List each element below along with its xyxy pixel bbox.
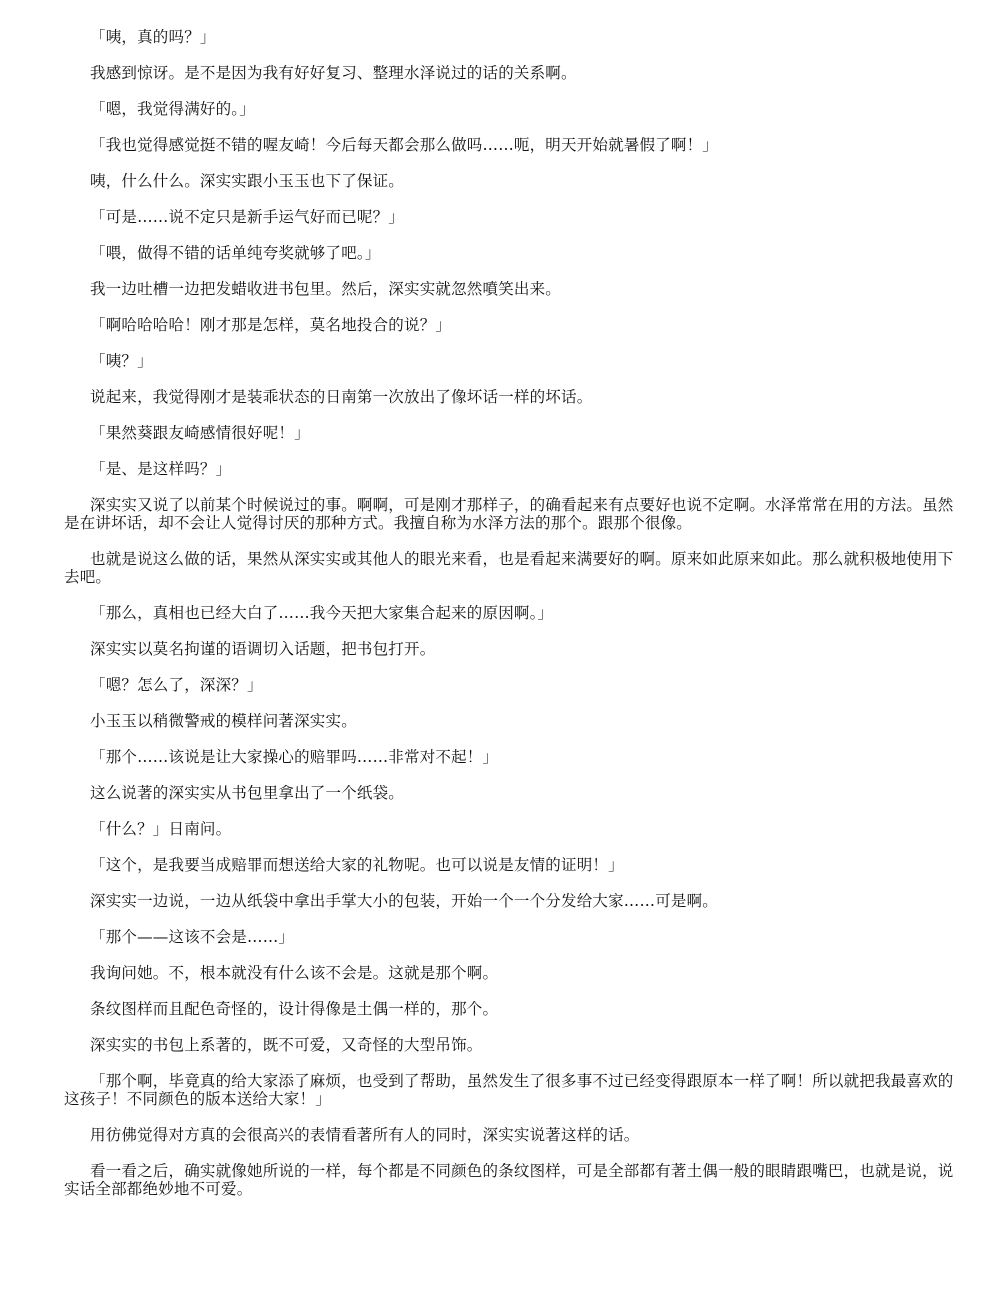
paragraph: 「那个——这该不会是……」 bbox=[90, 928, 295, 946]
paragraph: 咦，什么什么。深实实跟小玉玉也下了保证。 bbox=[90, 172, 405, 190]
document-body bbox=[0, 28, 1000, 1198]
paragraph: 「喂，做得不错的话单纯夸奖就够了吧。」 bbox=[90, 244, 381, 262]
paragraph: 「啊哈哈哈哈！刚才那是怎样，莫名地投合的说？」 bbox=[90, 316, 452, 334]
paragraph: 「那个啊，毕竟真的给大家添了麻烦，也受到了帮助，虽然发生了很多事不过已经变得跟原本一样了啊！所以就把我最喜欢的这孩子！不同颜色的版本送给大家！」 bbox=[64, 1072, 954, 1108]
paragraph: 深实实又说了以前某个时候说过的事。啊啊，可是刚才那样子，的确看起来有点要好也说不定啊。水泽常常在用的方法。虽然是在讲坏话，却不会让人觉得讨厌的那种方式。我擅自称为水泽方法的那个。跟那个很像。 bbox=[64, 496, 954, 532]
paragraph: 深实实一边说，一边从纸袋中拿出手掌大小的包装，开始一个一个分发给大家……可是啊。 bbox=[90, 892, 719, 910]
paragraph: 看一看之后，确实就像她所说的一样，每个都是不同颜色的条纹图样，可是全部都有著土偶一般的眼睛跟嘴巴，也就是说，说实话全部都绝妙地不可爱。 bbox=[64, 1162, 954, 1198]
paragraph: 深实实的书包上系著的，既不可爱，又奇怪的大型吊饰。 bbox=[90, 1036, 483, 1054]
paragraph: 「我也觉得感觉挺不错的喔友崎！今后每天都会那么做吗……呃，明天开始就暑假了啊！」 bbox=[90, 136, 719, 154]
paragraph: 「那个……该说是让大家操心的赔罪吗……非常对不起！」 bbox=[90, 748, 499, 766]
paragraph: 「嗯，我觉得满好的。」 bbox=[90, 100, 255, 118]
paragraph: 「咦？」 bbox=[90, 352, 153, 370]
paragraph: 我询问她。不，根本就没有什么该不会是。这就是那个啊。 bbox=[90, 964, 499, 982]
paragraph: 也就是说这么做的话，果然从深实实或其他人的眼光来看，也是看起来满要好的啊。原来如此原来如此。那么就积极地使用下去吧。 bbox=[64, 550, 954, 586]
paragraph: 我感到惊讶。是不是因为我有好好复习、整理水泽说过的话的关系啊。 bbox=[90, 64, 577, 82]
paragraph: 小玉玉以稍微警戒的模样问著深实实。 bbox=[90, 712, 357, 730]
paragraph: 深实实以莫名拘谨的语调切入话题，把书包打开。 bbox=[90, 640, 436, 658]
paragraph: 「是、是这样吗？」 bbox=[90, 460, 232, 478]
paragraph: 「什么？」日南问。 bbox=[90, 820, 232, 838]
paragraph: 这么说著的深实实从书包里拿出了一个纸袋。 bbox=[90, 784, 405, 802]
paragraph: 我一边吐槽一边把发蜡收进书包里。然后，深实实就忽然噴笑出来。 bbox=[90, 280, 562, 298]
paragraph: 「可是……说不定只是新手运气好而已呢？」 bbox=[90, 208, 405, 226]
paragraph: 用彷佛觉得对方真的会很高兴的表情看著所有人的同时，深实实说著这样的话。 bbox=[90, 1126, 640, 1144]
paragraph: 「果然葵跟友崎感情很好呢！」 bbox=[90, 424, 310, 442]
paragraph: 「那么，真相也已经大白了……我今天把大家集合起来的原因啊。」 bbox=[90, 604, 554, 622]
paragraph: 「嗯？怎么了，深深？」 bbox=[90, 676, 263, 694]
paragraph: 说起来，我觉得刚才是装乖状态的日南第一次放出了像坏话一样的坏话。 bbox=[90, 388, 593, 406]
paragraph: 「这个，是我要当成赔罪而想送给大家的礼物呢。也可以说是友情的证明！」 bbox=[90, 856, 624, 874]
paragraph: 「咦，真的吗？」 bbox=[90, 28, 216, 46]
paragraph: 条纹图样而且配色奇怪的，设计得像是土偶一样的，那个。 bbox=[90, 1000, 499, 1018]
